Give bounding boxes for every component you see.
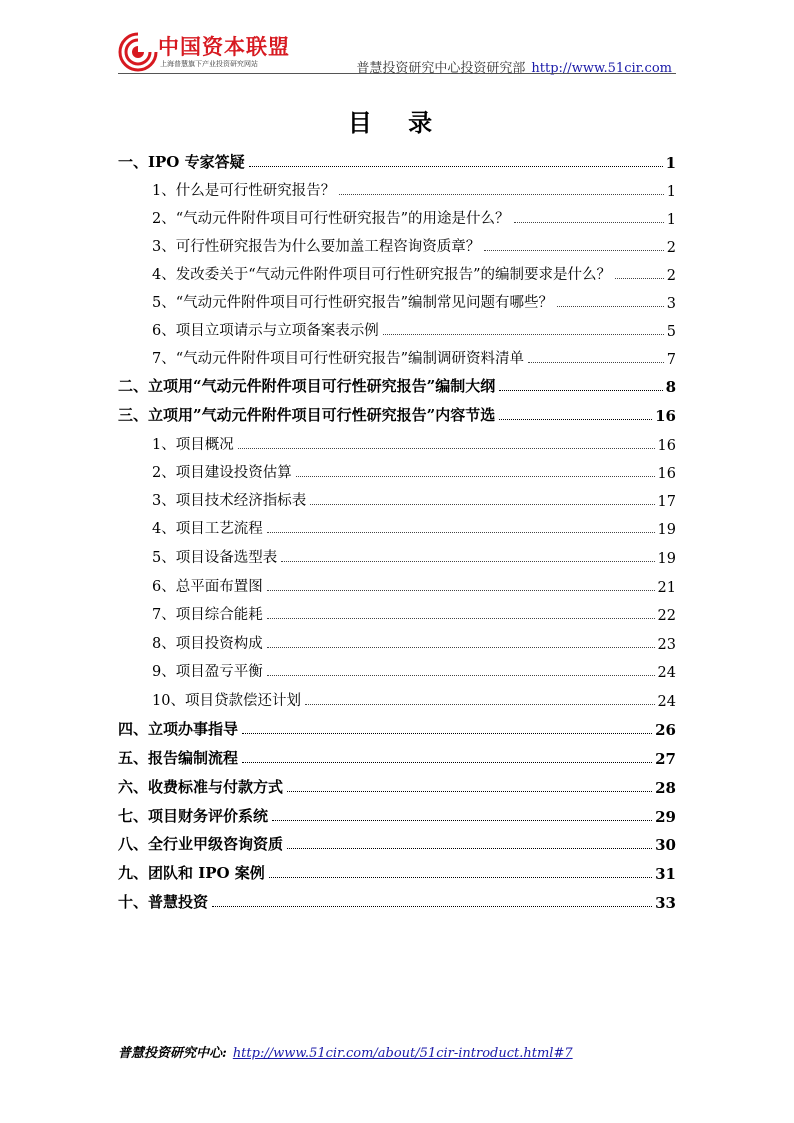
toc-entry-title: 七、项目财务评价系统 (118, 807, 269, 825)
toc-entry-title: 6、项目立项请示与立项备案表示例 (152, 323, 379, 339)
toc-entry[interactable] (118, 775, 676, 797)
toc-page-number: 24 (657, 665, 676, 681)
toc-leader-dots (269, 877, 652, 878)
toc-entry[interactable] (118, 150, 676, 172)
toc-page-number: 16 (657, 466, 676, 482)
toc-page-number: 16 (657, 438, 676, 454)
toc-entry[interactable] (118, 488, 676, 510)
toc-entry-title: 八、全行业甲级咨询资质 (118, 835, 284, 853)
toc-page-number: 7 (666, 352, 676, 368)
toc-entry[interactable] (118, 746, 676, 768)
toc-entry[interactable] (118, 602, 676, 624)
toc-page-number: 5 (666, 324, 676, 340)
toc-entry-title: 5、项目设备选型表 (152, 550, 278, 566)
toc-leader-dots (242, 762, 652, 763)
toc-entry-title: 2、项目建设投资估算 (152, 465, 292, 481)
toc-leader-dots (499, 390, 662, 391)
toc-leader-dots (281, 561, 654, 562)
toc-leader-dots (267, 675, 655, 676)
toc-entry[interactable] (118, 460, 676, 482)
toc-leader-dots (242, 733, 652, 734)
footer-label: 普慧投资研究中心: (118, 1046, 227, 1061)
toc-entry[interactable] (118, 346, 676, 368)
toc-entry[interactable] (118, 545, 676, 567)
toc-page-number: 27 (655, 750, 676, 768)
toc-entry[interactable] (118, 890, 676, 912)
toc-page-number: 24 (657, 694, 676, 710)
toc-entry-title: 十、普慧投资 (118, 893, 209, 911)
toc-page-number: 26 (655, 721, 676, 739)
toc-leader-dots (249, 166, 663, 167)
toc-entry-title: 8、项目投资构成 (152, 636, 263, 652)
toc-leader-dots (383, 334, 664, 335)
toc-leader-dots (528, 362, 664, 363)
toc-entry[interactable] (118, 832, 676, 854)
toc-leader-dots (267, 618, 655, 619)
toc-entry[interactable] (118, 861, 676, 883)
toc-entry-title: 6、总平面布置图 (152, 579, 263, 595)
toc-entry[interactable] (118, 631, 676, 653)
header-divider (118, 73, 676, 74)
logo-title: 中国资本联盟 (158, 34, 290, 59)
toc-leader-dots (287, 848, 652, 849)
toc-page-number: 22 (657, 608, 676, 624)
toc-title: 目 录 (347, 108, 447, 137)
toc-entry-title: 四、立项办事指导 (118, 720, 239, 738)
toc-entry[interactable] (118, 659, 676, 681)
toc-entry-title: 一、IPO 专家答疑 (118, 153, 245, 171)
toc-page-number: 1 (665, 154, 676, 172)
toc-entry[interactable] (118, 374, 676, 396)
toc-entry[interactable] (118, 574, 676, 596)
logo-swirl-icon (118, 32, 158, 72)
toc-entry-title: 4、发改委关于“气动元件附件项目可行性研究报告”的编制要求是什么？ (152, 267, 612, 283)
header-url-link[interactable]: http://www.51cir.com (531, 61, 672, 76)
toc-leader-dots (267, 590, 655, 591)
toc-leader-dots (499, 419, 652, 420)
toc-entry-title: 10、项目贷款偿还计划 (152, 693, 301, 709)
toc-leader-dots (287, 791, 652, 792)
toc-leader-dots (310, 504, 654, 505)
toc-entry-title: 4、项目工艺流程 (152, 521, 263, 537)
toc-entry[interactable] (118, 290, 676, 312)
toc-leader-dots (615, 278, 664, 279)
toc-page-number: 8 (665, 378, 676, 396)
toc-leader-dots (267, 532, 655, 533)
toc-entry-title: 三、立项用”气动元件附件项目可行性研究报告”内容节选 (118, 406, 496, 424)
toc-page-number: 23 (657, 637, 676, 653)
toc-entry-title: 1、什么是可行性研究报告？ (152, 183, 336, 199)
toc-page-number: 31 (655, 865, 676, 883)
toc-entry[interactable] (118, 234, 676, 256)
toc-entry-title: 7、“气动元件附件项目可行性研究报告”编制调研资料清单 (152, 351, 525, 367)
toc-page-number: 3 (666, 296, 676, 312)
toc-entry[interactable] (118, 717, 676, 739)
toc-leader-dots (514, 222, 664, 223)
header-center-label: 普慧投资研究中心投资研究部 (356, 61, 526, 76)
toc-entry-title: 二、立项用“气动元件附件项目可行性研究报告”编制大纲 (118, 377, 496, 395)
toc-page-number: 17 (657, 494, 676, 510)
toc-page-number: 16 (655, 407, 676, 425)
toc-page-number: 2 (666, 240, 676, 256)
toc-leader-dots (484, 250, 664, 251)
page-header (118, 30, 676, 74)
toc-entry-title: 3、项目技术经济指标表 (152, 493, 307, 509)
toc-entry[interactable] (118, 206, 676, 228)
toc-leader-dots (267, 647, 655, 648)
page-footer (118, 1042, 573, 1061)
toc-page-number: 21 (657, 580, 676, 596)
toc-entry[interactable] (118, 688, 676, 710)
toc-entry-title: 2、“气动元件附件项目可行性研究报告”的用途是什么？ (152, 211, 510, 227)
toc-leader-dots (238, 448, 655, 449)
toc-page-number: 30 (655, 836, 676, 854)
toc-entry-title: 9、项目盈亏平衡 (152, 664, 263, 680)
toc-entry-title: 5、“气动元件附件项目可行性研究报告”编制常见问题有哪些？ (152, 295, 554, 311)
toc-entry-title: 五、报告编制流程 (118, 749, 239, 767)
toc-entry-title: 九、团队和 IPO 案例 (118, 864, 265, 882)
toc-entry[interactable] (118, 804, 676, 826)
toc-entry-title: 六、收费标准与付款方式 (118, 778, 284, 796)
toc-entry-title: 7、项目综合能耗 (152, 607, 263, 623)
toc-page-number: 1 (666, 184, 676, 200)
toc-entry[interactable] (118, 178, 676, 200)
toc-page-number: 1 (666, 212, 676, 228)
toc-entry[interactable] (118, 432, 676, 454)
toc-entry-title: 3、可行性研究报告为什么要加盖工程咨询资质章？ (152, 239, 481, 255)
toc-page-number: 29 (655, 808, 676, 826)
toc-page-number: 28 (655, 779, 676, 797)
toc-entry[interactable] (118, 318, 676, 340)
toc-leader-dots (557, 306, 664, 307)
footer-url-link[interactable]: http://www.51cir.com/about/51cir-introduct.html#7 (232, 1046, 573, 1061)
logo-subtitle: 上海普慧旗下产业投资研究网站 (160, 60, 258, 68)
toc-page-number: 19 (657, 551, 676, 567)
toc-entry-title: 1、项目概况 (152, 437, 234, 453)
toc-leader-dots (339, 194, 664, 195)
toc-entry[interactable] (118, 516, 676, 538)
toc-leader-dots (305, 704, 655, 705)
toc-leader-dots (212, 906, 652, 907)
toc-leader-dots (296, 476, 655, 477)
toc-page-number: 2 (666, 268, 676, 284)
toc-entry[interactable] (118, 403, 676, 425)
toc-page-number: 19 (657, 522, 676, 538)
toc-page-number: 33 (655, 894, 676, 912)
toc-leader-dots (272, 820, 652, 821)
toc-entry[interactable] (118, 262, 676, 284)
